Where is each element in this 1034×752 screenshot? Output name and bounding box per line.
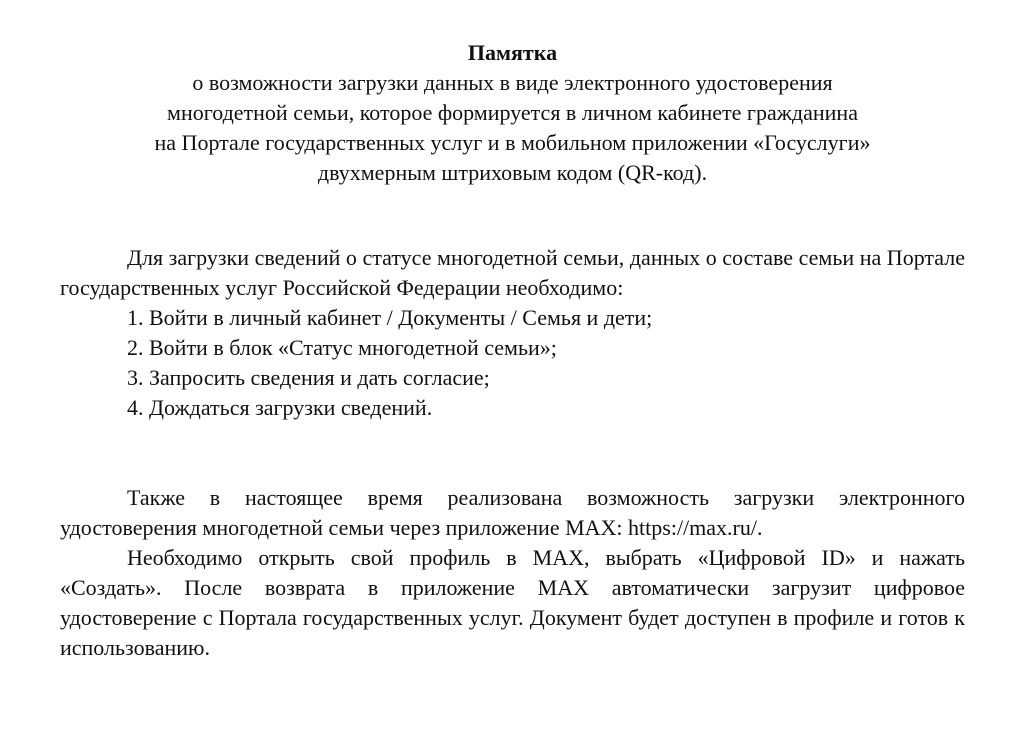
section1-intro: Для загрузки сведений о статусе многодетной семьи, данных о составе семьи на Портале государственных услуг Российской Федерации необходимо: <box>60 245 965 300</box>
step-item: 4. Дождаться загрузки сведений. <box>127 395 433 420</box>
section2-paragraph-2: Необходимо открыть свой профиль в MAX, выбрать «Цифровой ID» и нажать «Создать». После возврата в приложение MAX автоматически загрузит цифровое удостоверение с Портала государственных услуг. Документ будет доступен в профиле и готов к использованию. <box>60 545 965 660</box>
section2-paragraph-1: Также в настоящее время реализована возможность загрузки электронного удостоверения многодетной семьи через приложение MAX: https://max.ru/. <box>60 485 965 540</box>
memo-document <box>60 38 965 663</box>
step-item: 3. Запросить сведения и дать согласие; <box>127 365 490 390</box>
subtitle-line: многодетной семьи, которое формируется в личном кабинете гражданина <box>167 100 858 125</box>
subtitle-line: двухмерным штриховым кодом (QR-код). <box>317 160 708 185</box>
subtitle-line: на Портале государственных услуг и в мобильном приложении «Госуслуги» <box>154 130 871 155</box>
memo-subtitle <box>60 68 965 188</box>
steps-list <box>60 303 965 423</box>
subtitle-line: о возможности загрузки данных в виде электронного удостоверения <box>192 70 833 95</box>
memo-title: Памятка <box>467 40 558 65</box>
step-item: 1. Войти в личный кабинет / Документы / Семья и дети; <box>127 305 653 330</box>
step-item: 2. Войти в блок «Статус многодетной семьи»; <box>127 335 557 360</box>
